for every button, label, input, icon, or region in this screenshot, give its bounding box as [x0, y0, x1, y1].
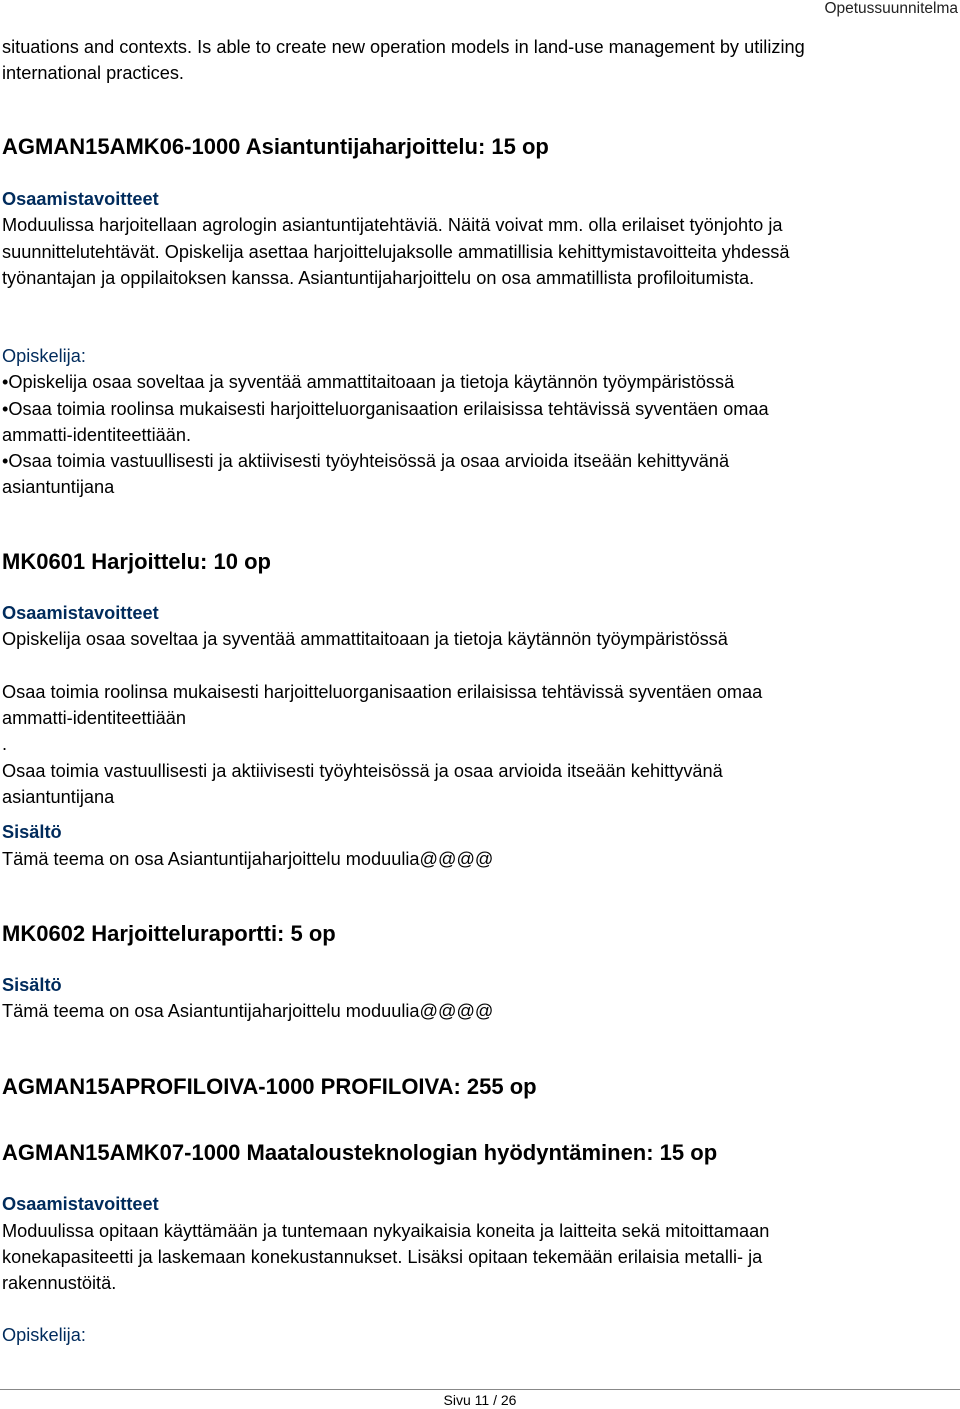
bullet-item: asiantuntijana: [2, 477, 115, 497]
running-header: Opetussuunnitelma: [824, 0, 958, 17]
paragraph-line: .: [2, 734, 8, 754]
bullet-item: •Opiskelija osaa soveltaa ja syventää ammattitaitoaan ja tietoja käytännön työympäristössä: [2, 372, 735, 392]
paragraph-line: Tämä teema on osa Asiantuntijaharjoittelu moduulia@@@@: [2, 849, 494, 869]
paragraph-line: työnantajan ja oppilaitoksen kanssa. Asiantuntijaharjoittelu on osa ammatillista profiloitumista.: [2, 268, 755, 288]
content-label: Sisältö: [2, 822, 62, 842]
objectives-label: Osaamistavoitteet: [2, 603, 159, 623]
paragraph-line: Osaa toimia vastuullisesti ja aktiivisesti työyhteisössä ja osaa arvioida itseään kehittyvänä: [2, 761, 723, 781]
bullet-item: •Osaa toimia roolinsa mukaisesti harjoitteluorganisaation erilaisissa tehtävissä syventäen omaa: [2, 399, 769, 419]
module-title: AGMAN15AMK06-1000 Asiantuntijaharjoittelu: 15 op: [2, 134, 549, 159]
student-label: Opiskelija:: [2, 346, 86, 366]
paragraph-line: ammatti-identiteettiään: [2, 708, 186, 728]
paragraph-line: konekapasiteetti ja laskemaan konekustannukset. Lisäksi opitaan tekemään erilaisia metalli- ja: [2, 1247, 763, 1267]
intro-line: situations and contexts. Is able to create new operation models in land-use management by utilizing: [2, 37, 805, 57]
paragraph-line: suunnittelutehtävät. Opiskelija asettaa harjoittelujaksolle ammatillisia kehittymistavoitteita yhdessä: [2, 242, 790, 262]
paragraph-line: rakennustöitä.: [2, 1273, 117, 1293]
paragraph-line: Moduulissa opitaan käyttämään ja tuntemaan nykyaikaisia koneita ja laitteita sekä mitoittamaan: [2, 1221, 770, 1241]
section-title: AGMAN15APROFILOIVA-1000 PROFILOIVA: 255 op: [2, 1074, 537, 1099]
content-label: Sisältö: [2, 975, 62, 995]
objectives-label: Osaamistavoitteet: [2, 189, 159, 209]
intro-line: international practices.: [2, 63, 184, 83]
section-title: MK0601 Harjoittelu: 10 op: [2, 549, 271, 574]
paragraph-line: asiantuntijana: [2, 787, 115, 807]
paragraph-line: Tämä teema on osa Asiantuntijaharjoittelu moduulia@@@@: [2, 1001, 494, 1021]
page-number: Sivu 11 / 26: [443, 1392, 517, 1408]
module-title: AGMAN15AMK07-1000 Maatalousteknologian hyödyntäminen: 15 op: [2, 1140, 718, 1165]
paragraph-line: Osaa toimia roolinsa mukaisesti harjoitteluorganisaation erilaisissa tehtävissä syventäen omaa: [2, 682, 763, 702]
bullet-item: •Osaa toimia vastuullisesti ja aktiivisesti työyhteisössä ja osaa arvioida itseään kehittyvänä: [2, 451, 730, 471]
section-title: MK0602 Harjoitteluraportti: 5 op: [2, 921, 336, 946]
objectives-label: Osaamistavoitteet: [2, 1194, 159, 1214]
paragraph-line: Opiskelija osaa soveltaa ja syventää ammattitaitoaan ja tietoja käytännön työympäristössä: [2, 629, 728, 649]
footer-divider: [0, 1389, 960, 1390]
student-label: Opiskelija:: [2, 1325, 86, 1345]
bullet-item: ammatti-identiteettiään.: [2, 425, 192, 445]
paragraph-line: Moduulissa harjoitellaan agrologin asiantuntijatehtäviä. Näitä voivat mm. olla erilaiset työnjohto ja: [2, 215, 783, 235]
